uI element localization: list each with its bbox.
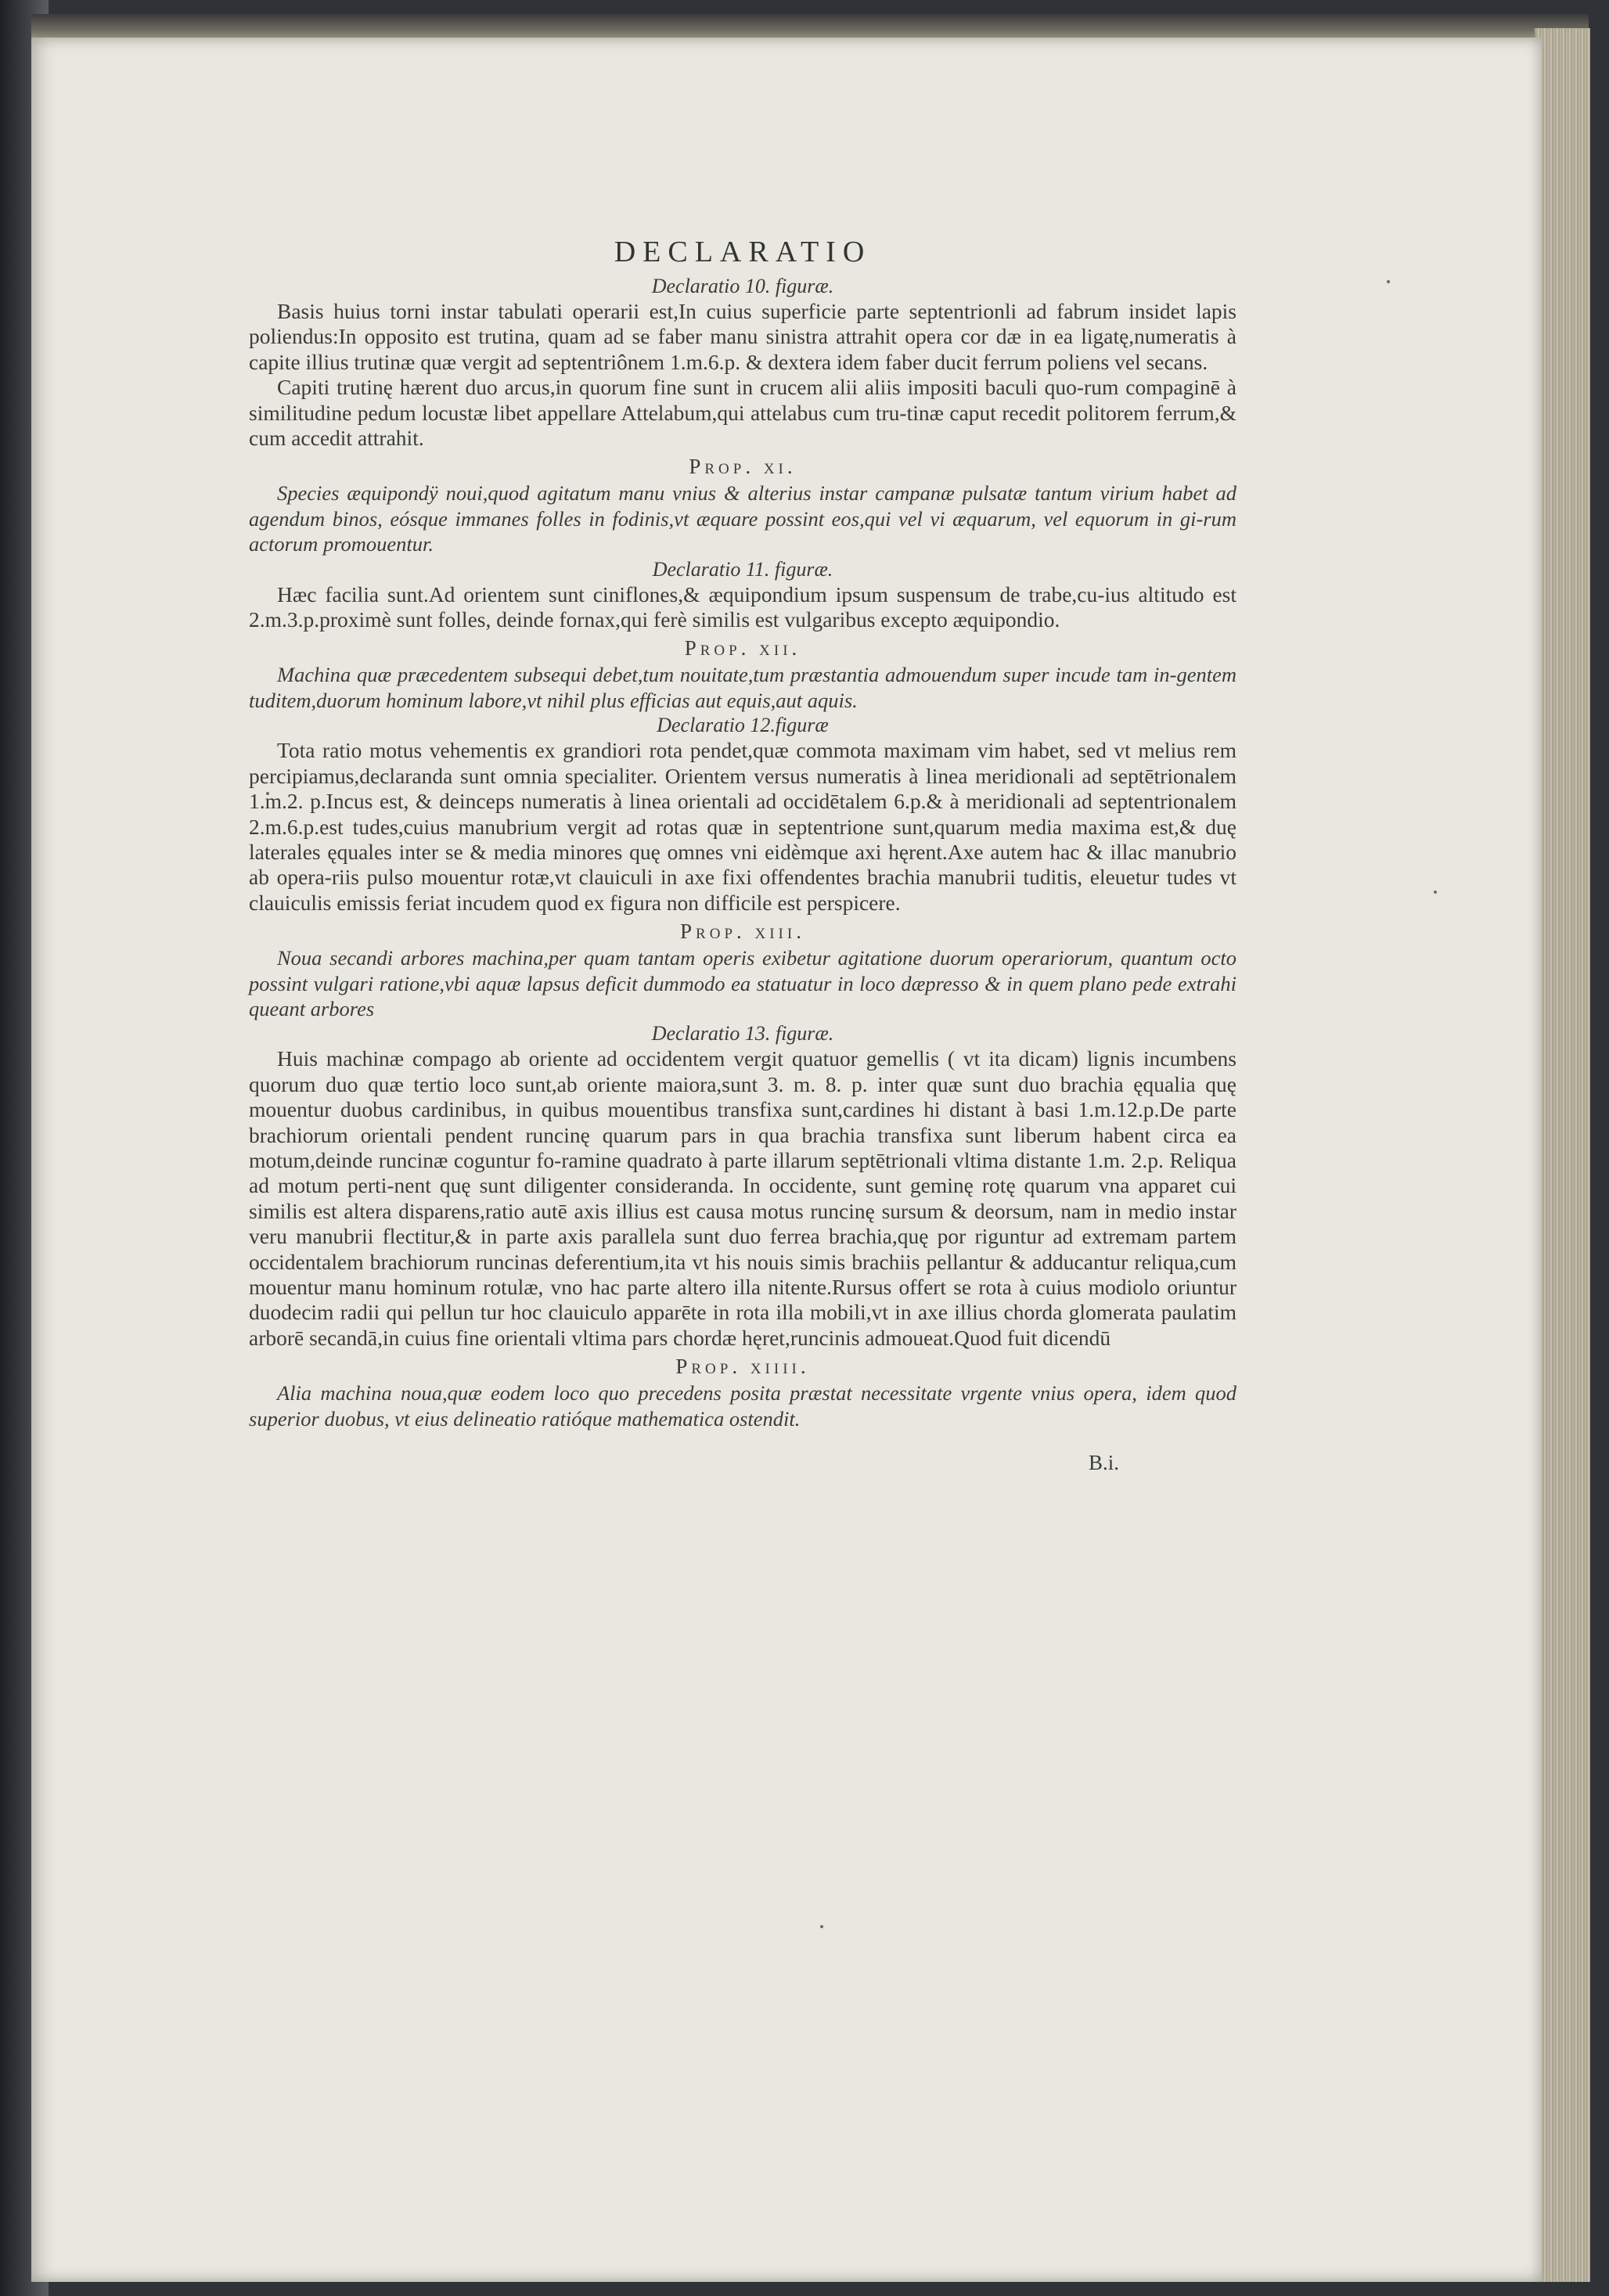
book-top-edge (31, 14, 1589, 41)
body-paragraph: Tota ratio motus vehementis ex grandiori rota pendet,quæ commota maximam vim habet, sed vt melius rem percipiamus,declaranda sunt omnia specialiter. Orientem versus numeratis à linea meridionali ad septētrionalem 1.m.2. p.Incus est, & deinceps numeratis à linea orientali ad occidētalem 6.p.& à meridionali ad septentrionalem 2.m.6.p.est tudes,cuius manubrium vergit ad rotas quæ in septentrione sunt,quarum media maxima est,& duę laterales ęquales inter se & media minores quę omnes vni eidèmque axi hęrent.Axe autem hac & illac manubrio ab opera-riis pulso mouentur rotæ,vt clauiculi in axe fixi offendentes brachia manubrii tuditis, eleuetur tudes vt clauiculis emissis feriat incudem quod ex figura non difficile est perspicere. (249, 738, 1236, 915)
proposition-heading: Prop. xiiii. (675, 1355, 810, 1379)
page-heading: DECLARATIO (614, 236, 872, 268)
body-paragraph: Basis huius torni instar tabulati operarii est,In cuius superficie parte septentrionli ad fabrum insidet lapis poliendus:In opposito est trutina, quam ad se faber manu sinistra attrahit opera cor dæ in ea ligatę,numeratis à capite illius trutinæ quæ vergit ad septentriônem 1.m.6.p. & dextera idem faber ducit ferrum poliens vel secans. (249, 299, 1236, 374)
ink-speck (1434, 891, 1437, 894)
proposition-text: Species æquipondÿ noui,quod agitatum manu vnius & alterius instar campanæ pulsatæ tantum virium habet ad agendum binos, eósque immanes folles in fodinis,vt æquare possint eos,qui vel vi æquarum, vel equorum in gi-rum actorum promouentur. (249, 481, 1236, 556)
declaratio-subheading: Declaratio 10. figuræ. (651, 275, 834, 297)
proposition-heading: Prop. xi. (689, 455, 797, 479)
sections-container (249, 274, 1236, 1431)
proposition-heading: Prop. xiii. (680, 919, 805, 944)
body-paragraph: Capiti trutinę hærent duo arcus,in quorum fine sunt in crucem alii aliis impositi baculi quo-rum compaginē à similitudine pedum locustæ libet appellare Attelabum,qui attelabus cum tru-tinæ caput recedit politorem ferrum,& cum accedit attrahit. (249, 375, 1236, 451)
ink-speck (1387, 280, 1390, 283)
proposition-text: Alia machina noua,quæ eodem loco quo precedens posita præstat necessitate vrgente vnius opera, idem quod superior duobus, vt eius delineatio ratióque mathematica ostendit. (249, 1381, 1236, 1431)
declaratio-subheading: Declaratio 11. figuræ. (652, 557, 833, 581)
page-stack-edge (1534, 28, 1590, 2282)
signature-mark: B.i. (1088, 1451, 1119, 1475)
page-text-block (249, 235, 1236, 1478)
proposition-heading: Prop. xii. (684, 636, 801, 660)
body-paragraph: Hæc facilia sunt.Ad orientem sunt ciniflones,& æquipondium ipsum suspensum de trabe,cu-ius altitudo est 2.m.3.p.proximè sunt folles, deinde fornax,qui ferè similis est vulgaribus excepto æquipondio. (249, 581, 1236, 632)
proposition-text: Noua secandi arbores machina,per quam tantam operis exibetur agitatione duorum operariorum, quantum octo possint vulgari ratione,vbi aquæ lapsus deficit dummodo ea statuatur in loco dæpresso & in quem plano pede extrahi queant arbores (249, 946, 1236, 1020)
proposition-text: Machina quæ præcedentem subsequi debet,tum nouitate,tum præstantia admouendum super incude tam in-gentem tuditem,duorum hominum labore,vt nihil plus efficias aut equis,aut aquis. (249, 663, 1236, 712)
signature-row (249, 1431, 1236, 1478)
declaratio-subheading: Declaratio 13. figuræ. (651, 1022, 834, 1045)
ink-speck (820, 1925, 823, 1928)
declaratio-subheading: Declaratio 12.figuræ (657, 714, 829, 737)
body-paragraph: Huis machinæ compago ab oriente ad occidentem vergit quatuor gemellis ( vt ita dicam) lignis incumbens quorum duo quæ tertio loco sunt,ab oriente maiora,sunt 3. m. 8. p. inter quæ sunt duo brachia ęqualia quę mouentur duobus cardinibus, in quibus mouentibus transfixa sunt,cardines hi distant à basi 1.m.12.p.De parte brachiorum orientali pendent runcinę quarum pars in qua brachia transfixa sunt liberum habent circa ea motum,deinde runcinæ coguntur fo-ramine quadrato à parte illarum septētrionali vltima distante 1.m. 2.p. Reliqua ad motum perti-nent quę sunt diligenter consideranda. In occidente, sunt geminę rotę quarum vna apparet cui similis est altera disparens,ratio autē axis illius est causa motus runcinę sursum & deorsum, nam in medio instar veru manubrii flectitur,& in parte axis parallela sunt duo ferrea brachia,quę por riguntur ad extremam partem occidentalem brachiorum runcinas deferentium,ita vt his nouis simis brachiis pellantur & adducantur reliqua,cum mouentur manu hominum rotulæ, vno hac parte altero illa nitente.Rursus offert se rota à cuius modiolo oriuntur duodecim radii qui pellun tur hoc clauiculo apparēte in rota illa mobili,vt in axe illius chorda glomerata paulatim arborē secandā,in cuius fine orientali vltima pars chordæ hęret,runcinis admoueat.Quod fuit dicendū (249, 1046, 1236, 1350)
